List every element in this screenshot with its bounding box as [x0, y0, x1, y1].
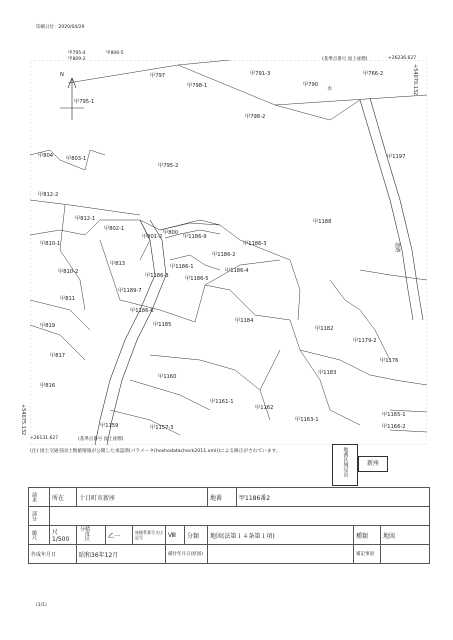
- value-shukushaku: 1/500: [52, 536, 70, 543]
- parcel-label: 甲1163-1: [295, 417, 319, 423]
- value-seido: 乙一: [106, 526, 133, 545]
- parcel-label: 甲766-2: [363, 71, 384, 77]
- label-seido: 精度区分: [79, 526, 90, 541]
- label-seikyu: 請求: [31, 492, 37, 502]
- parcel-label: 甲800: [163, 230, 179, 236]
- parcel-label: 甲795-1: [74, 99, 95, 105]
- parcel-label: 甲1186-1: [170, 264, 194, 270]
- parcel-label: 甲817: [50, 353, 66, 359]
- label-hoki: 補記事項: [356, 552, 375, 557]
- parcel-label: 甲1186-9: [183, 234, 207, 240]
- cadastral-map: [30, 60, 427, 445]
- parcel-label: 甲1197: [387, 154, 406, 160]
- parcel-label: 甲1179-2: [353, 338, 377, 344]
- parcel-label: 甲812-2: [38, 192, 59, 198]
- coord-side-left: +54075.132: [20, 404, 26, 436]
- parcel-label: 甲790: [303, 82, 319, 88]
- map-note: (注) 国土交通省国土数値情報が公開した承認済(パラメータ(hoshodatacheck2011.xml))による修正がされています。: [30, 449, 281, 454]
- legend-top: (基準点番号 図上座標): [322, 57, 368, 62]
- parcel-label: 甲1176: [380, 358, 399, 364]
- label-shubetsu: 種類: [354, 526, 381, 545]
- area-stamp-label-box: [332, 444, 358, 486]
- parcel-label: 甲1186-2: [212, 252, 236, 258]
- area-stamp-label: 地番区域見出: [342, 447, 349, 477]
- metadata-table: [28, 487, 430, 564]
- value-hoki: [381, 545, 430, 564]
- parcel-label: 甲1182: [315, 326, 334, 332]
- parcel-label: 甲812-1: [75, 216, 96, 222]
- parcel-label: 甲1161-1: [210, 399, 234, 405]
- label-bunrui: 分類: [185, 526, 208, 545]
- parcel-label: 甲811: [60, 296, 76, 302]
- parcel-label: 甲1184: [235, 318, 254, 324]
- parcel-label: 甲1160: [158, 374, 177, 380]
- parcel-label: 甲816: [40, 383, 56, 389]
- value-sakusei: 昭和36年12月: [77, 545, 166, 564]
- label-zahyo: 座標系番号又は記号: [135, 530, 163, 540]
- parcel-label: 甲803-1: [66, 156, 87, 162]
- parcel-label: 甲1185: [153, 322, 172, 328]
- parcel-label: 甲1162: [255, 405, 274, 411]
- parcel-label: 甲1186-5: [185, 276, 209, 282]
- compass-label: N: [60, 72, 64, 78]
- parcel-label: 甲1186-6: [130, 308, 154, 314]
- parcel-labels: [38, 69, 406, 431]
- page-number: (1/1): [36, 603, 47, 608]
- parcel-label: 甲1165-1: [382, 412, 406, 418]
- parcel-label: 甲810-1: [40, 241, 61, 247]
- top-ref-3: 甲806-5: [106, 51, 124, 56]
- parcel-label: 甲801-2: [142, 234, 163, 240]
- parcel-label: 甲813: [110, 261, 126, 267]
- parcel-label: 甲802-1: [104, 226, 125, 232]
- value-bitsuke: [208, 545, 354, 564]
- parcel-label: 甲1157-3: [150, 425, 174, 431]
- road-lines: [95, 98, 423, 445]
- top-ref-2: 甲809-2: [68, 57, 86, 62]
- label-shozai: 所在: [50, 488, 77, 507]
- legend-bottom: (基準点番号 図上座標): [78, 437, 124, 442]
- parcel-label: 甲1189-7: [118, 288, 142, 294]
- parcel-label: 甲798-2: [245, 114, 266, 120]
- print-date: 印刷日付：2020/04/29: [36, 25, 85, 30]
- value-shozai: 十日町市新座: [77, 488, 208, 507]
- parcel-label: 甲1166-2: [382, 424, 406, 430]
- area-stamp-value: 新座: [358, 456, 388, 472]
- label-shukushaku: 縮尺: [31, 530, 37, 540]
- parcel-label: 甲797: [150, 73, 166, 79]
- coord-side: +54070.132: [412, 64, 418, 96]
- label-bu: 部分: [31, 511, 37, 521]
- label-bitsuke: 備付年月日(原図): [168, 551, 204, 557]
- parcel-label: 甲795-2: [158, 163, 179, 169]
- parcel-label: 甲791-3: [250, 71, 271, 77]
- water-label: 水: [327, 86, 333, 92]
- label-sakusei: 作成年月日: [31, 551, 57, 558]
- label-chiban: 地番: [208, 488, 237, 507]
- value-zahyo: Ⅷ: [166, 526, 185, 545]
- parcel-label: 甲804: [38, 153, 54, 159]
- parcel-label: 甲798-1: [187, 83, 208, 89]
- label-shaku: 尺: [52, 529, 59, 536]
- top-ref-1: 甲795-4: [68, 51, 86, 56]
- parcel-label: 甲1188: [313, 219, 332, 225]
- parcel-label: 甲1186-8: [145, 273, 169, 279]
- value-chiban: 甲1186番2: [237, 488, 430, 507]
- parcel-boundaries: [30, 60, 427, 435]
- parcel-label: 甲1183: [318, 370, 337, 376]
- parcel-label: 甲1186-3: [243, 241, 267, 247]
- parcel-label: 甲1159: [100, 423, 119, 429]
- road-label: 道路: [394, 242, 400, 253]
- coord-bottom-left: +26131.627: [30, 436, 59, 441]
- parcel-label: 甲810-2: [58, 269, 79, 275]
- coord-top-right: +26236.627: [388, 56, 417, 61]
- parcel-label: 甲819: [40, 323, 56, 329]
- value-shubetsu: 地図: [381, 526, 430, 545]
- value-bunrui: 地図(法第１４条第１項): [208, 526, 354, 545]
- parcel-label: 甲1186-4: [225, 268, 249, 274]
